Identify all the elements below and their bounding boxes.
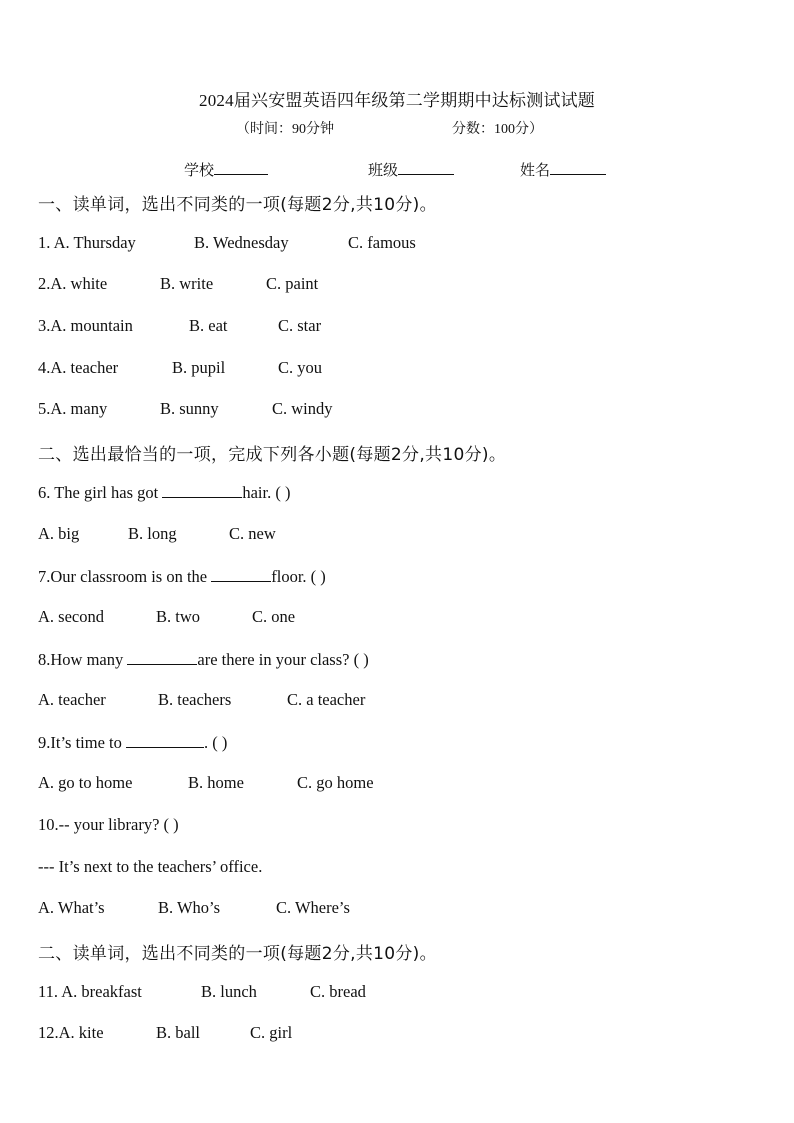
question-number: 11. (38, 982, 62, 1001)
stem-text: floor. ( ) (271, 567, 326, 586)
name-field[interactable] (520, 159, 606, 180)
option-a[interactable]: A. big (38, 524, 80, 543)
time-limit: （时间：90分钟 (236, 122, 334, 137)
question-number: 1. (38, 233, 54, 252)
option-b[interactable]: B. pupil (172, 358, 226, 377)
option-c[interactable]: C. famous (348, 233, 416, 252)
stem-text: 6. The girl has got (38, 483, 163, 502)
question-stem (38, 566, 326, 587)
option-a[interactable]: A. kite (58, 1023, 104, 1042)
question-number: 12. (38, 1023, 59, 1042)
option-a[interactable]: A. go to home (38, 773, 133, 792)
option-c[interactable]: C. girl (250, 1023, 293, 1042)
option-c[interactable]: C. go home (297, 773, 374, 792)
class-blank[interactable] (398, 160, 454, 175)
option-b[interactable]: B. lunch (201, 982, 257, 1001)
option-c[interactable]: C. windy (272, 399, 333, 418)
name-label: 姓名 (520, 163, 551, 179)
option-c[interactable]: C. Where’s (276, 898, 350, 917)
section-heading: 二、选出最恰当的一项，完成下列各小题(每题2分,共10分)。 (38, 445, 507, 465)
option-b[interactable]: B. home (188, 773, 244, 792)
class-field[interactable] (368, 159, 454, 180)
total-score: 分数：100分） (452, 122, 543, 137)
option-c[interactable]: C. you (278, 358, 323, 377)
question-stem: 10.-- your library? ( ) (38, 815, 179, 834)
option-a[interactable]: A. mountain (50, 316, 133, 335)
option-c[interactable]: C. star (278, 316, 322, 335)
question-number: 5. (38, 399, 51, 418)
option-b[interactable]: B. long (128, 524, 177, 543)
school-blank[interactable] (214, 160, 268, 175)
section-heading: 一、读单词，选出不同类的一项(每题2分,共10分)。 (38, 195, 437, 215)
option-b[interactable]: B. Wednesday (194, 233, 289, 252)
question-number: 3. (38, 316, 51, 335)
option-b[interactable]: B. write (160, 274, 214, 293)
option-b[interactable]: B. ball (156, 1023, 200, 1042)
stem-text: 8.How many (38, 650, 128, 669)
option-a[interactable]: A. white (50, 274, 108, 293)
option-b[interactable]: B. sunny (160, 399, 219, 418)
stem-text: 9.It’s time to (38, 733, 126, 752)
stem-text: 7.Our classroom is on the (38, 567, 212, 586)
option-a[interactable]: A. Thursday (53, 233, 136, 252)
name-blank[interactable] (550, 160, 606, 175)
section-heading: 二、读单词，选出不同类的一项(每题2分,共10分)。 (38, 944, 437, 964)
page-title: 2024届兴安盟英语四年级第二学期期中达标测试试题 (199, 91, 595, 110)
question-stem (38, 482, 290, 503)
stem-text: are there in your class? ( ) (197, 650, 369, 669)
option-a[interactable]: A. second (38, 607, 104, 626)
stem-text: hair. ( ) (242, 483, 291, 502)
question-number: 2. (38, 274, 51, 293)
option-a[interactable]: A. teacher (38, 690, 106, 709)
stem-text: . ( ) (204, 733, 228, 752)
answer-blank[interactable] (162, 482, 242, 498)
option-b[interactable]: B. teachers (158, 690, 232, 709)
option-c[interactable]: C. bread (310, 982, 366, 1001)
class-label: 班级 (368, 163, 399, 179)
answer-blank[interactable] (127, 649, 197, 665)
option-b[interactable]: B. Who’s (158, 898, 221, 917)
option-c[interactable]: C. a teacher (287, 690, 366, 709)
school-label: 学校 (184, 163, 215, 179)
question-number: 4. (38, 358, 51, 377)
question-stem (38, 649, 369, 670)
option-c[interactable]: C. one (252, 607, 296, 626)
option-b[interactable]: B. two (156, 607, 201, 626)
dialogue-reply: --- It’s next to the teachers’ office. (38, 857, 263, 876)
option-a[interactable]: A. What’s (38, 898, 105, 917)
option-c[interactable]: C. paint (266, 274, 319, 293)
option-c[interactable]: C. new (229, 524, 276, 543)
option-a[interactable]: A. many (50, 399, 108, 418)
option-a[interactable]: A. breakfast (61, 982, 142, 1001)
option-a[interactable]: A. teacher (50, 358, 119, 377)
option-b[interactable]: B. eat (189, 316, 228, 335)
answer-blank[interactable] (211, 566, 271, 582)
question-stem (38, 732, 227, 753)
answer-blank[interactable] (126, 732, 204, 748)
school-field[interactable] (184, 159, 268, 180)
